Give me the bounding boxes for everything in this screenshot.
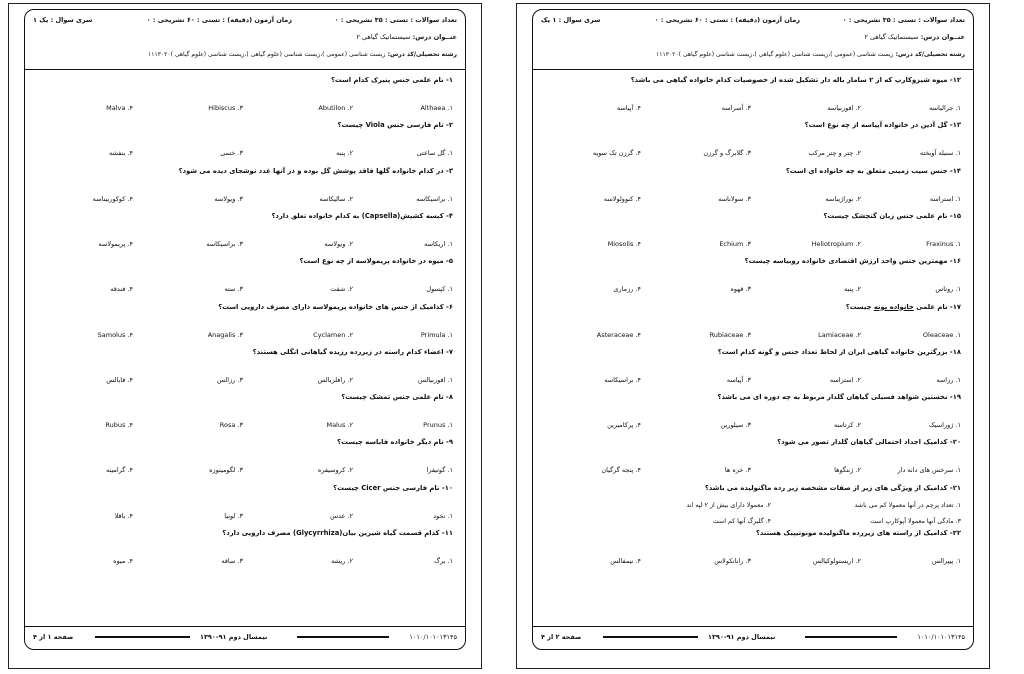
answer-option[interactable]: Malus .۲ — [326, 421, 353, 430]
answer-option[interactable]: ۳. آپیاسه — [726, 375, 751, 384]
answer-option[interactable]: ۲. پنبه — [844, 285, 861, 294]
answer-option[interactable]: ۳. آسراسه — [721, 104, 751, 112]
answer-option[interactable]: ۴. براسیکاسه — [604, 375, 641, 384]
answer-options — [543, 149, 961, 161]
answer-option[interactable]: ۲. پنبه — [336, 149, 353, 158]
answer-option[interactable]: ۱. روناس — [935, 285, 961, 294]
answer-option[interactable]: ۳. گلابرگ و گرزن — [703, 149, 751, 158]
answer-option[interactable]: ۳. قهوه — [730, 285, 751, 294]
answer-option[interactable]: Oleaceae .۱ — [922, 330, 961, 339]
num-questions: تعداد سوالات : تستی : ۳۵ تشریحی : ۰ — [334, 16, 457, 24]
footer-divider — [603, 636, 698, 638]
term: نیمسال دوم ۹۱-۱۳۹۰ — [708, 633, 776, 641]
answer-option[interactable]: Fraxinus .۱ — [926, 239, 961, 248]
question-item — [543, 257, 961, 297]
answer-option[interactable]: ۳. مادگی آنها معمولا آپوکارپ است — [870, 517, 961, 525]
question-text: ۲۲- کدامیک از راسته های زیررده ماگنولیده مونوتیپیک هستند؟ — [755, 529, 961, 537]
question-item — [35, 167, 453, 207]
answer-option[interactable]: ۴. فندقه — [110, 285, 133, 294]
exam-time: زمان آزمون (دقیقه) : تستی : ۶۰ تشریحی : ۰ — [146, 16, 292, 24]
answer-option[interactable]: ۱. استراسه — [929, 194, 961, 203]
field-value: زیست شناسی (عمومی )،زیست شناسی (علوم گیاهی )،زیست شناسی (علوم گیاهی )۱۱۱۳۰۲۰ — [148, 51, 386, 58]
answer-option[interactable]: ۲. ژنتگوها — [834, 466, 861, 475]
questions-section — [25, 70, 465, 625]
field-label: رشته تحصیلی/کد درس: — [387, 51, 457, 58]
question-item — [35, 393, 453, 433]
question-text: ۱۱- کدام قسمت گیاه شیرین بیان(Glycyrrhiza) مصرف دارویی دارد؟ — [222, 529, 453, 537]
footer-divider — [805, 636, 897, 638]
question-item — [543, 529, 961, 569]
answer-option[interactable]: ۱. کپسول — [426, 285, 453, 294]
answer-option[interactable]: ۴. فابالس — [106, 375, 133, 384]
question-text: ۶- کدامیک از جنس های خانواده پریمولاسه دارای مصرف دارویی است؟ — [218, 302, 453, 311]
answer-option[interactable]: ۱. نخود — [433, 511, 453, 520]
answer-option[interactable]: Rubus .۴ — [105, 421, 133, 430]
question-item — [543, 303, 961, 343]
answer-option[interactable]: ۳. ساقه — [221, 557, 243, 565]
answer-option[interactable]: Cyclamen .۲ — [313, 330, 353, 339]
answer-option[interactable]: ۲. رافلزیالس — [317, 375, 353, 384]
answer-options — [543, 104, 961, 116]
question-item — [543, 167, 961, 207]
exam-footer — [25, 626, 465, 649]
answer-option[interactable]: ۲. شفت — [330, 285, 353, 294]
question-item — [35, 529, 453, 569]
course-title: سیستماتیک گیاهی ۲ — [864, 33, 919, 41]
answer-option[interactable]: ۳. سته — [224, 285, 243, 294]
footer-divider — [297, 636, 389, 638]
question-item — [35, 212, 453, 252]
answer-option[interactable]: ۲. ریشه — [331, 557, 353, 565]
answer-option[interactable]: ۲. چتر و چتر مرکب — [808, 149, 861, 158]
question-item — [543, 212, 961, 252]
answer-option[interactable]: Miosolis .۴ — [607, 239, 641, 248]
question-text: ۴- کیسه کشیش(Capsella) به کدام خانواده تعلق دارد؟ — [271, 211, 453, 220]
answer-option[interactable]: ۱. گوتیفرا — [426, 466, 453, 475]
answer-options — [543, 421, 961, 433]
answer-option[interactable]: ۴. میوه — [113, 557, 133, 565]
answer-option[interactable]: ۱. جرالیاسه — [929, 104, 961, 112]
answer-options — [543, 376, 961, 388]
question-item — [543, 348, 961, 388]
field-label: رشته تحصیلی/کد درس: — [895, 51, 965, 58]
question-item — [35, 348, 453, 388]
answer-option[interactable]: ۴. پرکامبرین — [607, 421, 641, 430]
answer-option[interactable]: ۳. سولاناسه — [718, 194, 751, 203]
answer-option[interactable]: ۴. کنوولولاسه — [603, 194, 641, 203]
answer-option[interactable]: Anagalis .۳ — [207, 330, 243, 339]
question-text: ۵- میوه در خانواده پریمولاسه از چه نوع است؟ — [299, 257, 453, 266]
answer-option[interactable]: ۲. بوراژیناسه — [825, 194, 861, 203]
answer-options — [543, 502, 961, 530]
answer-option[interactable]: ۳. رزالس — [217, 375, 243, 384]
answer-option[interactable]: ۲. عدس — [330, 511, 353, 520]
answer-options — [543, 285, 961, 297]
question-text: ۱۶- مهمترین جنس واحد ارزش اقتصادی خانواده روبیاسه چیست؟ — [744, 257, 961, 266]
answer-option[interactable]: ۱. سرخس های دانه دار — [897, 466, 961, 475]
answer-option[interactable]: ۱. افوربیالس — [417, 375, 453, 384]
question-text: ۱- نام علمی جنس پنیرک کدام است؟ — [330, 76, 453, 84]
course-code: ۱۰۱۰/۱۰۱۰۱۳۱۴۵ — [917, 633, 965, 641]
question-text: ۲۱- کدامیک از ویژگی های زیر از صفات مشخصه زیر رده ماگنولیده می باشد؟ — [704, 483, 961, 492]
underlined-term: خانواده پونه — [873, 302, 914, 311]
answer-options — [35, 376, 453, 388]
answer-option[interactable]: ۲. اریستولوکیالس — [812, 557, 861, 565]
answer-option[interactable]: ۴. کوکوربیتاسه — [92, 194, 133, 203]
question-text: ۱۸- بزرگترین خانواده گیاهی ایران از لحاظ تعداد جنس و گونه کدام است؟ — [717, 347, 961, 356]
question-text: ۸- نام علمی جنس تمشک چیست؟ — [341, 393, 453, 402]
answer-option[interactable]: Althaea .۱ — [420, 104, 453, 112]
answer-option[interactable]: ۲. استراسه — [829, 375, 861, 384]
course-title: سیستماتیک گیاهی ۲ — [356, 33, 411, 41]
answer-option[interactable]: ۱. برگ — [434, 557, 453, 565]
question-text: ۱۳- گل آذین در خانواده آپیاسه از چه نوع است؟ — [804, 121, 961, 130]
exam-header — [533, 10, 973, 70]
answer-option[interactable]: Malva .۴ — [106, 104, 133, 112]
answer-option[interactable]: ۳. رانانکولاس — [714, 557, 751, 565]
term: نیمسال دوم ۹۱-۱۳۹۰ — [200, 633, 268, 641]
answer-option[interactable]: ۱. سنبله آویخته — [919, 149, 961, 158]
answer-option[interactable]: ۴. بنفشه — [109, 149, 133, 158]
answer-option[interactable]: ۲. کروسیفره — [317, 466, 353, 475]
answer-option[interactable]: ۴. پریمولاسه — [98, 239, 133, 248]
question-item — [35, 303, 453, 343]
questions-section — [533, 70, 973, 625]
footer-divider — [95, 636, 190, 638]
answer-option[interactable]: ۱. ژوراسیک — [928, 421, 961, 430]
answer-option[interactable]: Asteraceae .۴ — [596, 330, 641, 339]
exam-page-2 — [516, 3, 990, 669]
exam-header — [25, 10, 465, 70]
answer-option[interactable]: ۳. ویولاسه — [214, 194, 243, 203]
answer-option[interactable]: ۲. ویولاسه — [324, 239, 353, 248]
answer-option[interactable]: Rubiaceae .۳ — [709, 330, 751, 339]
answer-option[interactable]: ۳. سیلورین — [720, 421, 751, 430]
num-questions: تعداد سوالات : تستی : ۳۵ تشریحی : ۰ — [842, 16, 965, 24]
question-item — [35, 484, 453, 524]
answer-option[interactable]: ۱. تعداد پرچم در آنها معمولا کم می باشد — [854, 501, 961, 509]
exam-time: زمان آزمون (دقیقه) : تستی : ۶۰ تشریحی : ۰ — [654, 16, 800, 24]
question-item — [543, 121, 961, 161]
course-label: عنــوان درس: — [920, 33, 965, 41]
page-frame — [532, 9, 974, 650]
answer-options — [543, 240, 961, 252]
course-code: ۱۰۱۰/۱۰۱۰۱۳۱۴۵ — [409, 633, 457, 641]
question-text: ۱۷- نام علمی خانواده پونه چیست؟ — [845, 302, 961, 311]
page-number: صفحه ۱ از ۴ — [33, 633, 74, 641]
answer-options — [35, 285, 453, 297]
course-label: عنــوان درس: — [412, 33, 457, 41]
answer-option[interactable]: ۳. ختمی — [220, 149, 243, 158]
answer-option[interactable]: ۳. لوبیا — [224, 511, 243, 520]
answer-options — [35, 240, 453, 252]
field-value: زیست شناسی (عمومی )،زیست شناسی (علوم گیاهی )،زیست شناسی (علوم گیاهی )۱۱۱۳۰۲۰ — [656, 51, 894, 58]
answer-option[interactable]: Hibiscus .۳ — [208, 104, 243, 112]
question-text: ۱۹- نخستین شواهد فسیلی گیاهان گلدار مربوط به چه دوره ای می باشد؟ — [717, 393, 961, 402]
answer-option[interactable]: ۲. افوربیاسه — [827, 104, 861, 112]
answer-option[interactable]: Echium .۳ — [719, 239, 751, 248]
answer-options — [35, 557, 453, 569]
answer-options — [35, 466, 453, 478]
question-item — [35, 438, 453, 478]
answer-option[interactable]: ۳. خزه ها — [724, 466, 751, 475]
question-item — [543, 393, 961, 433]
question-text: ۲- نام فارسی جنس Viola چیست؟ — [337, 121, 453, 130]
answer-options — [543, 331, 961, 343]
question-text: ۱۲- میوه شیزوکارپ که از ۲ سامار باله دار تشکیل شده از خصوصیات کدام خانواده گیاهی می باشد؟ — [630, 76, 961, 84]
question-item — [35, 257, 453, 297]
answer-option[interactable]: Samolus .۴ — [97, 330, 133, 339]
answer-option[interactable]: ۳. لگومینوزه — [209, 466, 243, 475]
answer-option[interactable]: ۴. رزماری — [613, 285, 641, 294]
question-text: ۱۴- جنس سیب زمینی متعلق به چه خانواده ای است؟ — [785, 166, 961, 175]
question-item — [543, 76, 961, 116]
answer-option[interactable]: Heliotropium .۲ — [811, 239, 861, 248]
answer-option[interactable]: ۴. باقلا — [114, 511, 133, 520]
answer-options — [543, 557, 961, 569]
answer-option[interactable]: ۴. گرامینه — [105, 466, 133, 475]
answer-option[interactable]: ۴. گرزن تک سویه — [592, 149, 641, 158]
answer-option[interactable]: ۱. گل ساعتی — [416, 149, 453, 158]
answer-option[interactable]: ۳. براسیکاسه — [206, 239, 243, 248]
answer-options — [35, 104, 453, 116]
question-text: ۳- در کدام خانواده گلها فاقد پوشش گل بوده و در آنها غدد نوشجای دیده می شود؟ — [178, 166, 453, 175]
series: سری سوال : ۱ یک — [541, 16, 601, 24]
answer-option[interactable]: ۱. اریکاسه — [424, 239, 453, 248]
question-item — [543, 484, 961, 530]
question-item — [35, 76, 453, 116]
answer-option[interactable]: ۴. آپیاسه — [616, 104, 641, 112]
exam-footer — [533, 626, 973, 649]
answer-options — [543, 195, 961, 207]
page-frame — [24, 9, 466, 650]
exam-page-1 — [8, 3, 482, 669]
answer-option[interactable]: ۱. پیپرالس — [931, 557, 961, 565]
question-text: ۹- نام دیگر خانواده فاباسه چیست؟ — [337, 438, 453, 447]
answer-options — [35, 512, 453, 524]
answer-option[interactable]: ۴. پنجه گرگیان — [601, 466, 641, 475]
answer-options — [35, 195, 453, 207]
page-number: صفحه ۲ از ۴ — [541, 633, 582, 641]
answer-option[interactable]: Rosa .۳ — [219, 421, 243, 430]
answer-option[interactable]: ۲. سالیکاسه — [319, 194, 353, 203]
question-text: ۲۰- کدامیک اجداد احتمالی گیاهان گلدار تصور می شود؟ — [777, 438, 961, 447]
answer-options — [35, 331, 453, 343]
answer-option[interactable]: ۴. گلبرگ آنها کم است — [712, 517, 771, 525]
question-text: ۱۵- نام علمی جنس زبان گنجشک چیست؟ — [823, 211, 961, 220]
question-item — [35, 121, 453, 161]
answer-option[interactable]: ۴. نیمفالس — [610, 557, 641, 565]
answer-options — [35, 421, 453, 433]
answer-option[interactable]: Prunus .۱ — [423, 421, 453, 430]
series: سری سوال : یک ۱ — [33, 16, 93, 24]
answer-option[interactable]: ۲. معمولا دارای بیش از ۲ لپه اند — [686, 501, 771, 509]
question-item — [543, 438, 961, 478]
answer-option[interactable]: Abutilon .۲ — [318, 104, 353, 112]
question-text: ۱۰- نام فارسی جنس Cicer چیست؟ — [333, 483, 453, 492]
question-text: ۷- اعضاء کدام راسته در زیررده رزیده گیاهانی انگلی هستند؟ — [252, 347, 453, 356]
answer-option[interactable]: Primula .۱ — [420, 330, 453, 339]
answer-options — [543, 466, 961, 478]
answer-option[interactable]: ۲. کرتاسه — [833, 421, 861, 430]
answer-option[interactable]: Lamiaceae .۲ — [818, 330, 861, 339]
answer-option[interactable]: ۱. رزاسه — [936, 375, 961, 384]
answer-options — [35, 149, 453, 161]
answer-option[interactable]: ۱. براسیکاسه — [416, 194, 453, 203]
